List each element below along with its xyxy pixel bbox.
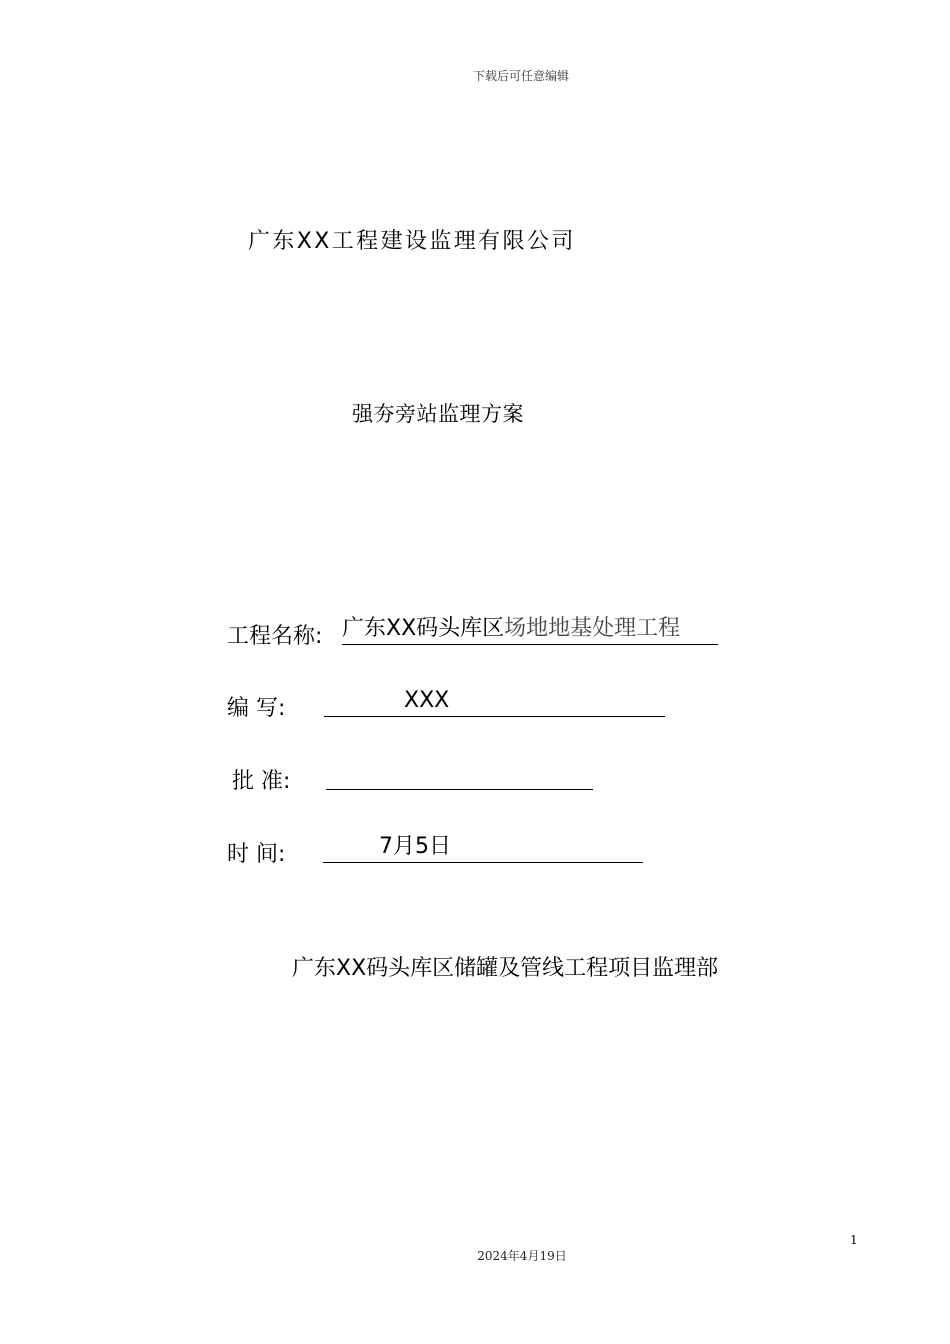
project-name-value-part2: 场地地基处理工程 (504, 616, 681, 641)
time-value: 7月5日 (379, 834, 451, 859)
company-name: 广东XX工程建设监理有限公司 (248, 229, 576, 254)
supervisor-department: 广东XX码头库区储罐及管线工程项目监理部 (292, 956, 719, 981)
project-name-label: 工程名称: (227, 624, 323, 649)
document-title: 强夯旁站监理方案 (352, 402, 524, 426)
writer-field (324, 686, 665, 717)
footer-date: 2024年4月19日 (477, 1249, 567, 1263)
writer-value: XXX (404, 688, 450, 713)
approve-field (326, 759, 593, 790)
header-note: 下载后可任意编辑 (472, 69, 569, 83)
time-label: 时 间: (227, 842, 286, 867)
time-field (323, 832, 643, 863)
page-number: 1 (850, 1233, 858, 1247)
project-name-value-part1: 广东XX码头库区 (342, 616, 505, 641)
project-name-field (342, 614, 718, 645)
approve-label: 批 准: (232, 769, 291, 794)
writer-label: 编 写: (227, 696, 286, 721)
